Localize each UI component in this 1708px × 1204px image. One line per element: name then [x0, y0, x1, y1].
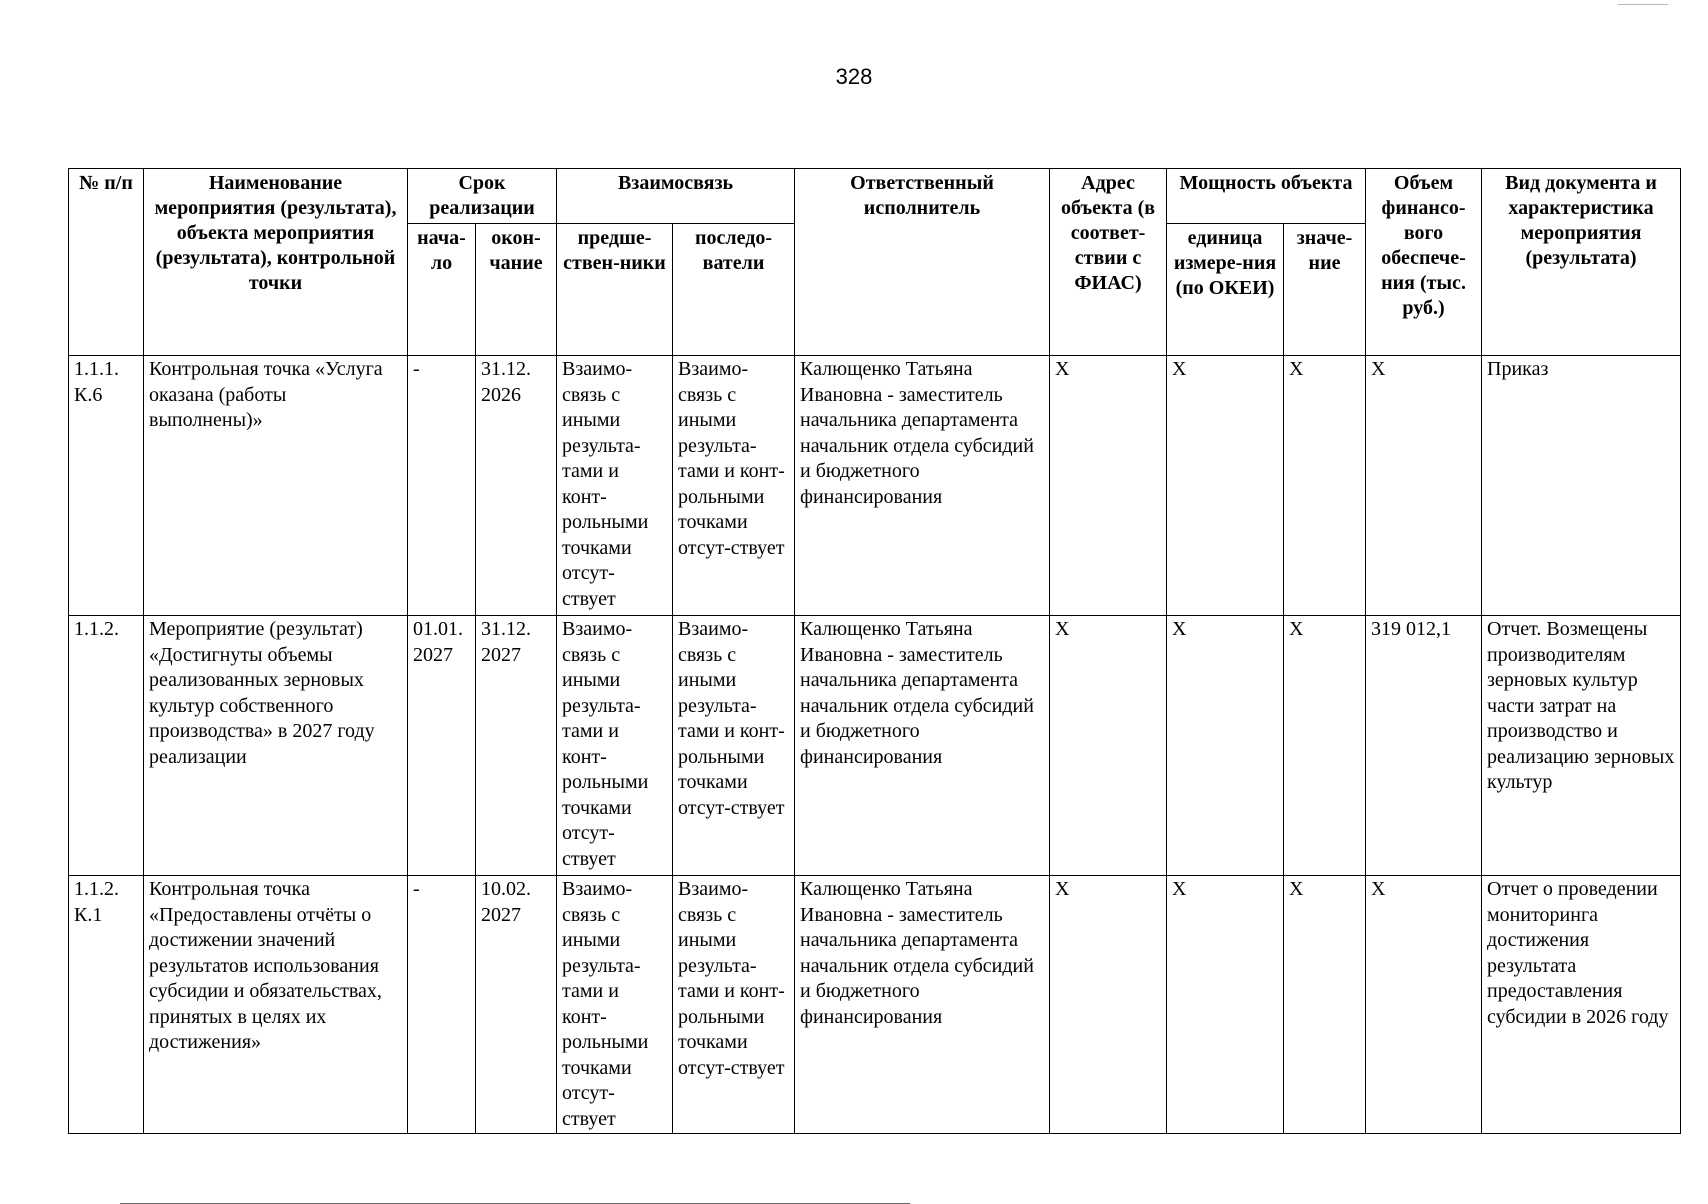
row-address: X: [1050, 356, 1167, 616]
row-name: Контрольная точка «Предоставлены отчёты о достижении значений результатов использования субсидии и обязательствах, принятых в целях их достижения»: [144, 876, 408, 1134]
header-term-end: окон-чание: [476, 224, 557, 356]
table-row: [69, 356, 1681, 616]
row-value: X: [1284, 356, 1366, 616]
header-name: Наименование мероприятия (результата), объекта мероприятия (результата), контрольной точки: [144, 169, 408, 356]
row-successors: Взаимо-связь с иными результа-тами и конт-рольными точками отсут-ствует: [673, 356, 795, 616]
row-start: -: [408, 876, 476, 1134]
header-row: [69, 169, 1681, 224]
row-successors: Взаимо-связь с иными результа-тами и конт-рольными точками отсут-ствует: [673, 616, 795, 876]
row-funding: X: [1366, 356, 1482, 616]
row-name: Мероприятие (результат) «Достигнуты объемы реализованных зерновых культур собственного производства» в 2027 году реализации: [144, 616, 408, 876]
row-number: 1.1.2. К.1: [69, 876, 144, 1134]
row-end: 10.02. 2027: [476, 876, 557, 1134]
row-end: 31.12. 2026: [476, 356, 557, 616]
row-responsible: Калющенко Татьяна Ивановна - заместитель начальника департамента начальник отдела субсидий и бюджетного финансирования: [795, 616, 1050, 876]
header-term-start: нача-ло: [408, 224, 476, 356]
row-responsible: Калющенко Татьяна Ивановна - заместитель начальника департамента начальник отдела субсидий и бюджетного финансирования: [795, 876, 1050, 1134]
row-name: Контрольная точка «Услуга оказана (работы выполнены)»: [144, 356, 408, 616]
header-capacity-unit: единица измере-ния (по ОКЕИ): [1167, 224, 1284, 356]
row-address: X: [1050, 616, 1167, 876]
row-successors: Взаимо-связь с иными результа-тами и конт-рольными точками отсут-ствует: [673, 876, 795, 1134]
row-responsible: Калющенко Татьяна Ивановна - заместитель начальника департамента начальник отдела субсидий и бюджетного финансирования: [795, 356, 1050, 616]
header-capacity: Мощность объекта: [1167, 169, 1366, 224]
header-relation-prev: предше-ствен-ники: [557, 224, 673, 356]
row-start: 01.01. 2027: [408, 616, 476, 876]
header-term: Срок реализации: [408, 169, 557, 224]
header-address: Адрес объекта (в соответ-ствии с ФИАС): [1050, 169, 1167, 356]
row-document: Отчет о проведении мониторинга достижения результата предоставления субсидии в 2026 году: [1482, 876, 1681, 1134]
header-relation-next: последо-ватели: [673, 224, 795, 356]
row-number: 1.1.1. К.6: [69, 356, 144, 616]
row-predecessors: Взаимо-связь с иными результа-тами и конт-рольными точками отсут-ствует: [557, 876, 673, 1134]
row-number: 1.1.2.: [69, 616, 144, 876]
row-value: X: [1284, 616, 1366, 876]
row-address: X: [1050, 876, 1167, 1134]
plan-table: [68, 168, 1681, 1134]
row-unit: X: [1167, 876, 1284, 1134]
header-relation: Взаимосвязь: [557, 169, 795, 224]
header-num: № п/п: [69, 169, 144, 356]
header-doc: Вид документа и характеристика мероприятия (результата): [1482, 169, 1681, 356]
table-row: [69, 876, 1681, 1134]
row-document: Приказ: [1482, 356, 1681, 616]
row-predecessors: Взаимо-связь с иными результа-тами и конт-рольными точками отсут-ствует: [557, 356, 673, 616]
row-funding: 319 012,1: [1366, 616, 1482, 876]
row-predecessors: Взаимо-связь с иными результа-тами и конт-рольными точками отсут-ствует: [557, 616, 673, 876]
row-value: X: [1284, 876, 1366, 1134]
page-number: 328: [835, 64, 873, 89]
row-unit: X: [1167, 616, 1284, 876]
scan-mark: [1618, 4, 1668, 5]
header-capacity-value: значе-ние: [1284, 224, 1366, 356]
header-responsible: Ответственный исполнитель: [795, 169, 1050, 356]
table-row: [69, 616, 1681, 876]
row-end: 31.12. 2027: [476, 616, 557, 876]
header-funding: Объем финансо-вого обеспече-ния (тыс. руб.): [1366, 169, 1482, 356]
row-document: Отчет. Возмещены производителям зерновых культур части затрат на производство и реализацию зерновых культур: [1482, 616, 1681, 876]
row-funding: X: [1366, 876, 1482, 1134]
row-start: -: [408, 356, 476, 616]
row-unit: X: [1167, 356, 1284, 616]
